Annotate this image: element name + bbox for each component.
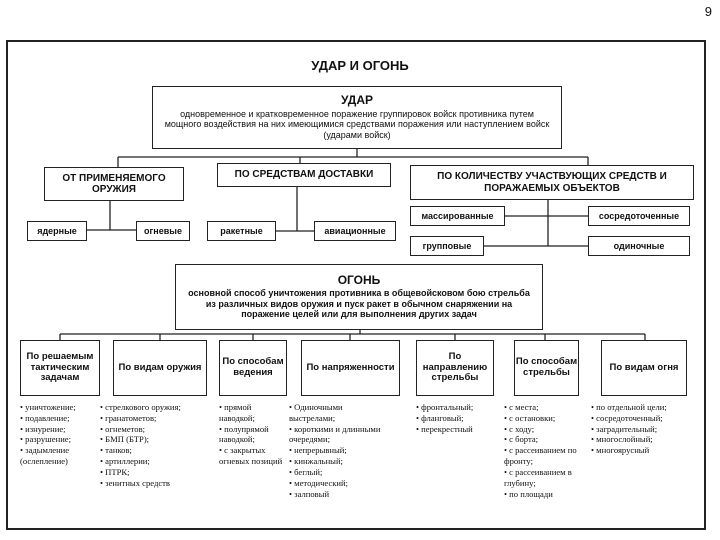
list-item: • методический; (289, 477, 349, 488)
fire-category-intensity: По напряженности (301, 340, 400, 396)
list-item: • заградительный; (591, 423, 658, 434)
list-item: • с рассеиванием в глубину; (504, 466, 572, 488)
fire-category-methods: По способам ведения (219, 340, 287, 396)
udar-heading: УДАР (340, 93, 374, 108)
list-item: • подавление; (20, 412, 70, 423)
list-item: • зенитных средств (100, 477, 170, 488)
list-item: • артиллерии; (100, 456, 150, 467)
category-quantity: ПО КОЛИЧЕСТВУ УЧАСТВУЮЩИХ СРЕДСТВ И ПОРАЖАЕМЫХ ОБЪЕКТОВ (410, 165, 694, 200)
list-item: • с рассеиванием по фронту; (504, 445, 577, 467)
list-item: • с борта; (504, 434, 539, 445)
leaf-single: одиночные (588, 236, 690, 256)
list-item: • стрелкового оружия; (100, 402, 181, 412)
fire-category-weapons: По видам оружия (113, 340, 207, 396)
list-item: • фронтальный; (416, 402, 474, 412)
page-number: 9 (704, 4, 712, 19)
list-item: • короткими и длинными очередями; (289, 423, 381, 445)
list-item: • БМП (БТР); (100, 434, 150, 445)
ogon-definition: основной способ уничтожения противника в общевойсковом бою стрельба из различных видов оружия и пуск ракет в обычном снаряжении на поражение целей или для выполнения других задач (188, 288, 530, 320)
list-item: • Одиночными выстрелами; (289, 402, 343, 423)
category-weapon: ОТ ПРИМЕНЯЕМОГО ОРУЖИЯ (44, 167, 184, 201)
list-item: • задымление (ослепление) (20, 445, 70, 467)
list-item: • с закрытых огневых позиций (219, 445, 283, 467)
ogon-heading: ОГОНЬ (337, 272, 381, 287)
list-item: • с ходу; (504, 423, 535, 434)
fire-list-firing-methods (504, 402, 588, 499)
leaf-missile: ракетные (207, 221, 276, 241)
list-item: • залповый (289, 488, 330, 499)
fire-list-weapons (100, 402, 214, 489)
fire-category-fire-types: По видам огня (601, 340, 687, 396)
fire-list-direction (416, 402, 502, 434)
list-item: • многоярусный (591, 445, 650, 456)
fire-category-direction: По направлению стрельбы (416, 340, 494, 396)
leaf-nuclear: ядерные (27, 221, 87, 241)
fire-list-intensity (289, 402, 415, 499)
list-item: • фланговый; (416, 412, 464, 423)
list-item: • по отдельной цели; (591, 402, 667, 412)
list-item: • беглый; (289, 466, 323, 477)
list-item: • многослойный; (591, 434, 653, 445)
list-item: • с остановки; (504, 412, 556, 423)
list-item: • перекрестный (416, 423, 473, 434)
ogon-box (175, 264, 543, 330)
udar-definition: одновременное и кратковременное поражение группировок войск противника путем мощного воздействия на них имеющимися средствами поражения или наступлением войск (ударами войск) (164, 108, 550, 140)
list-item: • разрушение; (20, 434, 71, 445)
list-item: • непрерывный; (289, 445, 347, 456)
fire-list-fire-types (591, 402, 701, 456)
list-item: • по площади (504, 488, 553, 499)
list-item: • гранатометов; (100, 412, 157, 423)
udar-box (152, 86, 562, 149)
fire-category-tasks: По решаемым тактическим задачам (20, 340, 100, 396)
list-item: • сосредоточенный; (591, 412, 663, 423)
leaf-fire: огневые (136, 221, 190, 241)
leaf-group: групповые (410, 236, 484, 256)
list-item: • танков; (100, 445, 132, 456)
list-item: • кинжальный; (289, 456, 343, 467)
list-item: • полупрямой наводкой; (219, 423, 269, 445)
list-item: • изнурение; (20, 423, 66, 434)
list-item: • ПТРК; (100, 466, 130, 477)
list-item: • прямой наводкой; (219, 402, 255, 423)
leaf-concentrated: сосредоточенные (588, 206, 690, 226)
fire-list-tasks (20, 402, 108, 467)
list-item: • огнеметов; (100, 423, 146, 434)
leaf-aviation: авиационные (314, 221, 396, 241)
list-item: • уничтожение; (20, 402, 76, 412)
diagram-title: УДАР И ОГОНЬ (311, 58, 409, 73)
fire-category-firing-methods: По способам стрельбы (514, 340, 579, 396)
category-delivery: ПО СРЕДСТВАМ ДОСТАВКИ (217, 163, 391, 187)
fire-list-methods (219, 402, 287, 467)
list-item: • с места; (504, 402, 539, 412)
leaf-massed: массированные (410, 206, 505, 226)
